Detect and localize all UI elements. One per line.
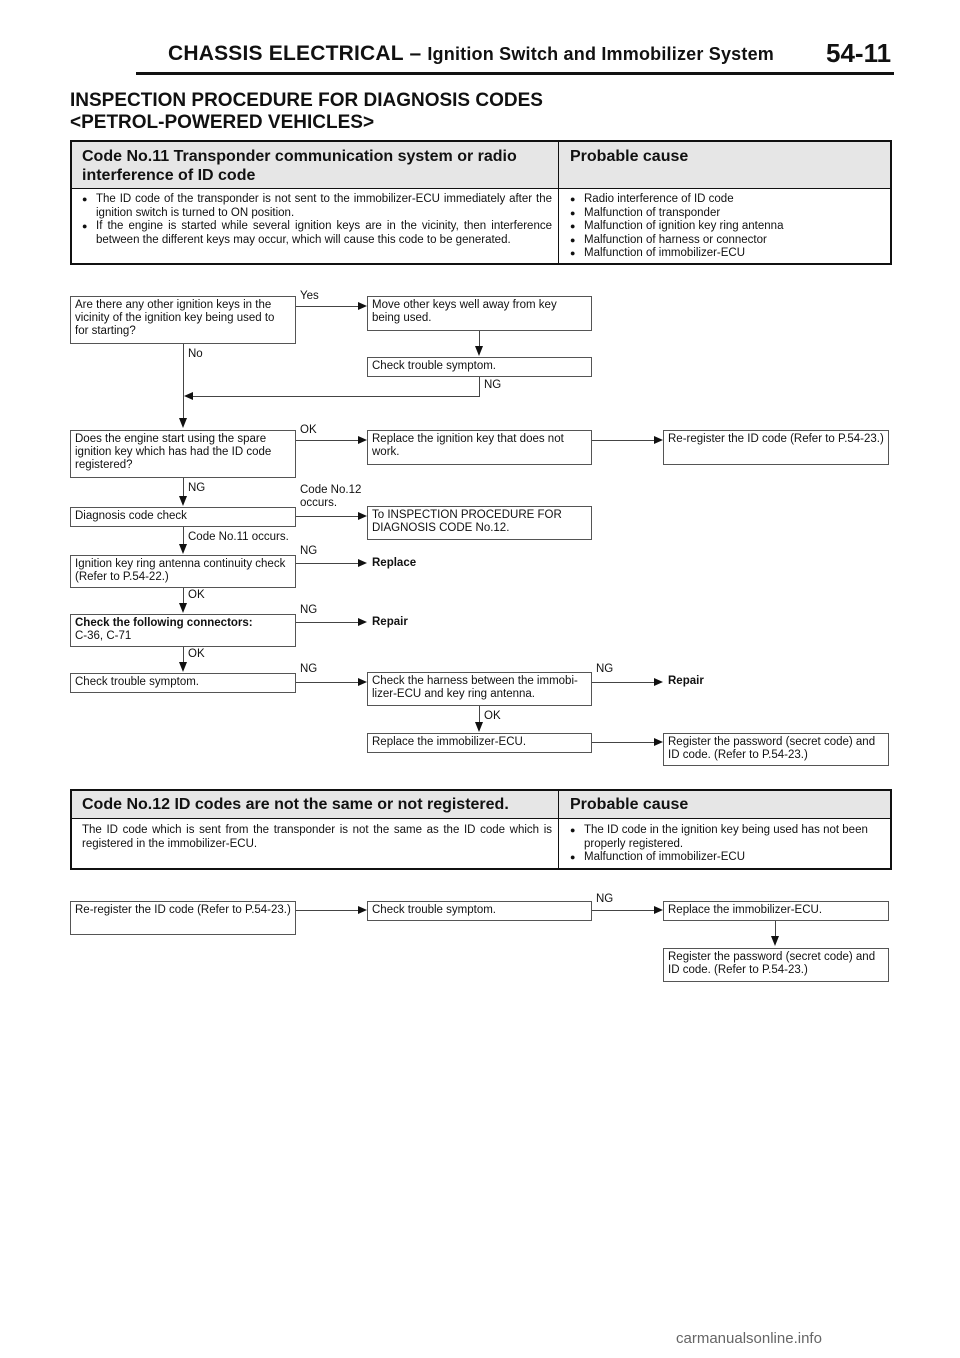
arrow-down-icon <box>179 544 187 554</box>
list-item: ● Radio interference of ID code <box>570 193 885 207</box>
to-procedure-box: To INSPECTION PROCEDURE FOR DIAGNOSIS CODE No.12. <box>367 506 592 540</box>
code11-title-line1: Code No.11 Transponder communication system or radio <box>82 148 517 165</box>
list-item: ● The ID code of the transponder is not sent to the immobilizer-ECU immediately after the ignition switch is turned to ON position. <box>82 193 552 220</box>
arrow-right-icon <box>358 559 367 567</box>
list-item: ● Malfunction of immobilizer-ECU <box>570 851 885 865</box>
connectors-check-box <box>70 614 296 647</box>
arrow-right-icon <box>654 436 663 444</box>
code11-causes <box>570 193 885 261</box>
connector-line <box>183 588 184 604</box>
header-rule <box>136 72 894 75</box>
repair-action: Repair <box>372 616 408 628</box>
reregister-box-2: Re-register the ID code (Refer to P.54-23.) <box>70 901 296 935</box>
connector-line <box>296 306 358 307</box>
replace-key-box: Replace the ignition key that does not work. <box>367 430 592 465</box>
harness-check-box: Check the harness between the immobi-lizer-ECU and key ring antenna. <box>367 672 592 706</box>
code11-title <box>82 147 552 185</box>
code12-probable-cause-heading: Probable cause <box>570 796 689 813</box>
ng-label: NG <box>300 663 318 675</box>
code11-description <box>82 193 552 247</box>
arrow-down-icon <box>179 603 187 613</box>
ok-label: OK <box>188 589 205 601</box>
code12-table <box>70 789 892 870</box>
antenna-check-box: Ignition key ring antenna continuity check (Refer to P.54-22.) <box>70 555 296 588</box>
ok-label: OK <box>484 710 501 722</box>
ok-label: OK <box>188 648 205 660</box>
connector-line <box>296 910 358 911</box>
connector-line <box>192 396 480 397</box>
yes-label: Yes <box>300 290 319 302</box>
connector-line <box>183 527 184 545</box>
arrow-left-icon <box>184 392 193 400</box>
arrow-right-icon <box>654 906 663 914</box>
list-item: ● Malfunction of ignition key ring antenna <box>570 220 885 234</box>
list-item: ● Malfunction of immobilizer-ECU <box>570 247 885 261</box>
connectors-list: C-36, C-71 <box>75 630 132 642</box>
diagnosis-code-check-box: Diagnosis code check <box>70 507 296 527</box>
arrow-down-icon <box>179 496 187 506</box>
connector-line <box>592 440 654 441</box>
arrow-right-icon <box>358 512 367 520</box>
arrow-right-icon <box>358 906 367 914</box>
code12-title: Code No.12 ID codes are not the same or not registered. <box>82 796 509 813</box>
ng-label: NG <box>300 545 318 557</box>
connector-line <box>296 516 358 517</box>
reregister-box-1: Re-register the ID code (Refer to P.54-23.) <box>663 430 889 465</box>
ok-label: OK <box>300 424 317 436</box>
connector-line <box>479 706 480 723</box>
code12-occurs-label <box>300 484 361 510</box>
check-symptom-box-2: Check trouble symptom. <box>70 673 296 693</box>
replace-ecu-box-1: Replace the immobilizer-ECU. <box>367 733 592 753</box>
code12-occurs-line2: occurs. <box>300 497 338 509</box>
connectors-title: Check the following connectors: <box>75 617 253 629</box>
list-item: ● If the engine is started while several ignition keys are in the vicinity, then interference between the different keys may occur, which will cause this code to be generated. <box>82 220 552 247</box>
list-item: ● Malfunction of transponder <box>570 207 885 221</box>
code11-occurs-label: Code No.11 occurs. <box>188 531 289 543</box>
check-symptom-box-1: Check trouble symptom. <box>367 357 592 377</box>
replace-ecu-box-2: Replace the immobilizer-ECU. <box>663 901 889 921</box>
header-dash: – <box>403 42 428 65</box>
move-keys-box: Move other keys well away from key being used. <box>367 296 592 331</box>
no-label: No <box>188 348 203 360</box>
list-item: ● The ID code in the ignition key being used has not been properly registered. <box>570 824 885 851</box>
code11-probable-cause-heading: Probable cause <box>570 148 689 165</box>
check-symptom-box-3: Check trouble symptom. <box>367 901 592 921</box>
question-other-keys-box: Are there any other ignition keys in the vicinity of the ignition key being used to for starting? <box>70 296 296 344</box>
question-spare-key-box: Does the engine start using the spare ignition key which has had the ID code registered? <box>70 430 296 478</box>
arrow-right-icon <box>358 436 367 444</box>
arrow-right-icon <box>358 678 367 686</box>
page-title <box>70 90 543 134</box>
ng-label: NG <box>484 379 502 391</box>
connector-line <box>592 910 654 911</box>
list-item: ● Malfunction of harness or connector <box>570 234 885 248</box>
ng-label: NG <box>596 663 614 675</box>
code11-table <box>70 140 892 265</box>
connector-line <box>296 563 358 564</box>
connector-line <box>296 682 358 683</box>
ng-label: NG <box>596 893 614 905</box>
arrow-right-icon <box>654 678 663 686</box>
section-title: CHASSIS ELECTRICAL <box>168 42 404 65</box>
connector-line <box>296 622 358 623</box>
ng-label: NG <box>188 482 206 494</box>
page-title-line1: INSPECTION PROCEDURE FOR DIAGNOSIS CODES <box>70 90 543 111</box>
arrow-down-icon <box>475 722 483 732</box>
connector-line <box>296 440 358 441</box>
page-number: 54-11 <box>826 38 892 68</box>
arrow-down-icon <box>475 346 483 356</box>
code12-causes <box>570 824 885 865</box>
connector-line <box>183 647 184 663</box>
page-title-line2: <PETROL-POWERED VEHICLES> <box>70 112 375 133</box>
section-header <box>168 42 774 66</box>
connector-line <box>592 742 654 743</box>
register-password-box-2: Register the password (secret code) and ID code. (Refer to P.54-23.) <box>663 948 889 982</box>
code11-table-divider <box>558 142 559 263</box>
code12-table-divider <box>558 791 559 868</box>
arrow-down-icon <box>179 418 187 428</box>
repair-action: Repair <box>668 675 704 687</box>
arrow-right-icon <box>654 738 663 746</box>
connector-line <box>479 331 480 347</box>
code12-description: The ID code which is sent from the transponder is not the same as the ID code which is registered in the immobilizer-ECU. <box>82 824 552 850</box>
watermark: carmanualsonline.info <box>676 1330 822 1347</box>
subsection-title: Ignition Switch and Immobilizer System <box>427 44 775 64</box>
connector-line <box>183 478 184 496</box>
ng-label: NG <box>300 604 318 616</box>
arrow-right-icon <box>358 302 367 310</box>
arrow-down-icon <box>179 662 187 672</box>
connector-line <box>183 344 184 418</box>
arrow-right-icon <box>358 618 367 626</box>
connector-line <box>775 921 776 937</box>
arrow-down-icon <box>771 936 779 946</box>
replace-action: Replace <box>372 557 417 569</box>
register-password-box-1: Register the password (secret code) and ID code. (Refer to P.54-23.) <box>663 733 889 766</box>
connector-line <box>479 377 480 397</box>
connector-line <box>592 682 654 683</box>
code11-title-line2: interference of ID code <box>82 167 256 184</box>
code12-occurs-line1: Code No.12 <box>300 484 362 496</box>
